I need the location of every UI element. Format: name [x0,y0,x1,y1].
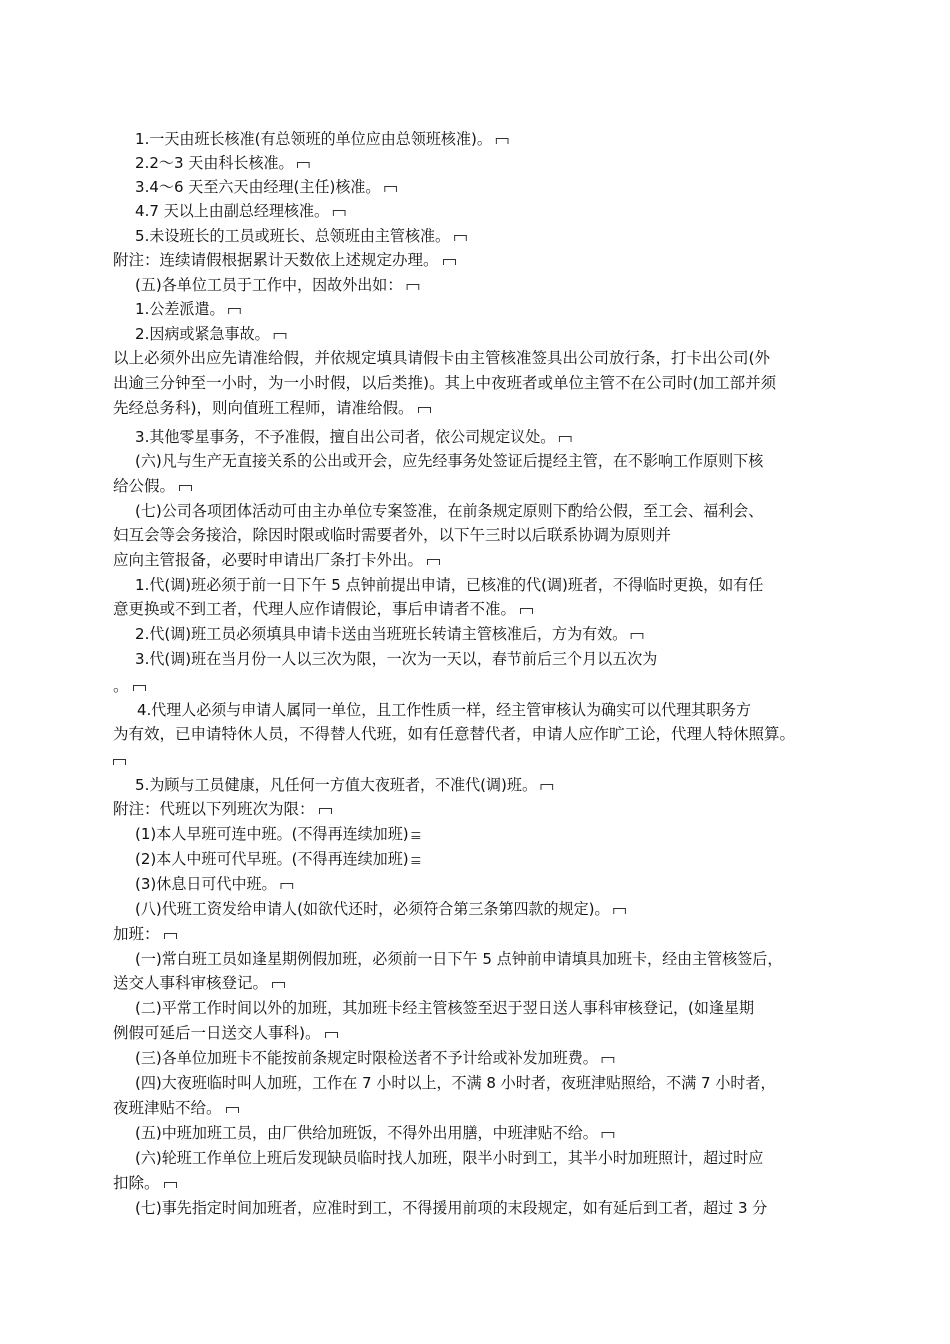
text-line: (六)轮班工作单位上班后发现缺员临时找人加班，限半小时到工，其半小时加班照计，超过时应 [135,1149,764,1167]
text-line: 5.为顾与工员健康，凡任何一方值大夜班者，不准代(调)班。 [135,773,848,797]
paragraph-mark-icon [443,256,456,266]
paragraph-mark-icon [164,930,177,940]
table-cell-mark-icon [412,855,421,865]
paragraph-mark-icon [164,1179,177,1189]
paragraph-mark-icon [520,605,533,615]
paragraph-mark-icon [228,305,241,315]
paragraph-mark-icon [272,979,285,989]
text-line: 3.其他零星事务，不予准假，擅自出公司者，依公司规定议处。 [135,425,848,449]
text-line: 附注：连续请假根据累计天数依上述规定办理。 [113,248,848,272]
text-line: (1)本人早班可连中班。(不得再连续加班) [135,822,848,846]
text-line: 1.代(调)班必须于前一日下午 5 点钟前提出申请，已核准的代(调)班者，不得临时更换，如有任 [135,576,764,594]
text-line: (七)公司各项团体活动可由主办单位专案签准，在前条规定原则下酌给公假，至工会、福利会、 [135,502,764,520]
paragraph-mark-icon [602,1129,615,1139]
text-line: 5.未设班长的工员或班长、总领班由主管核准。 [135,224,848,248]
text-line: 4.7 天以上由副总经理核准。 [135,199,848,223]
text-line: 给公假。 [113,474,848,498]
text-line: (七)事先指定时间加班者，应准时到工，不得援用前项的末段规定，如有延后到工者，超过 3 分 [135,1199,768,1217]
text-line: 意更换或不到工者，代理人应作请假论，事后申请者不准。 [113,597,848,621]
paragraph-mark-icon [325,1029,338,1039]
paragraph-mark-icon [226,1104,239,1114]
paragraph-mark-icon [133,682,146,692]
text-line: 3.4～6 天至六天由经理(主任)核准。 [135,175,848,199]
text-line: 4.代理人必须与申请人属同一单位，且工作性质一样，经主管审核认为确实可以代理其职务方 [137,701,752,719]
text-line: 送交人事科审核登记。 [113,971,848,995]
text-line: 应向主管报备，必要时申请出厂条打卡外出。 [113,548,848,572]
text-line: 2.2～3 天由科长核准。 [135,151,848,175]
paragraph-mark-icon [333,207,346,217]
text-line: 先经总务科)，则向值班工程师，请准给假。 [113,396,848,420]
text-line [113,748,848,772]
text-line: 出逾三分钟至一小时，为一小时假，以后类推)。其上中夜班者或单位主管不在公司时(加工部并须 [113,374,777,392]
text-line: (四)大夜班临时叫人加班，工作在 7 小时以上，不满 8 小时者，夜班津贴照给，不满 7 小时者， [135,1074,776,1092]
paragraph-mark-icon [602,1054,615,1064]
paragraph-mark-icon [297,159,310,169]
text-line: (二)平常工作时间以外的加班，其加班卡经主管核签至迟于翌日送人事科审核登记，(如逢星期 [135,999,755,1017]
text-line: 妇互会等会务接洽，除因时限或临时需要者外，以下午三时以后联系协调为原则并 [113,526,672,544]
text-line: 。 [113,674,848,698]
text-line: (六)凡与生产无直接关系的公出或开会，应先经事务处签证后提经主管，在不影响工作原则下核 [135,452,764,470]
paragraph-mark-icon [541,781,554,791]
text-line: 扣除。 [113,1171,848,1195]
text-line: 为有效，已申请特休人员，不得替人代班，如有任意替代者，申请人应作旷工论，代理人特休照算。 [113,725,796,743]
paragraph-mark-icon [280,880,293,890]
text-line: 1.一天由班长核准(有总领班的单位应由总领班核准)。 [135,127,848,151]
text-line: (3)休息日可代中班。 [135,872,848,896]
paragraph-mark-icon [274,330,287,340]
table-cell-mark-icon [412,830,421,840]
paragraph-mark-icon [613,905,626,915]
text-line: (八)代班工资发给申请人(如欲代还时，必须符合第三条第四款的规定)。 [135,897,848,921]
text-line: (2)本人中班可代早班。(不得再连续加班) [135,847,848,871]
text-line: (五)各单位工员于工作中，因故外出如： [135,273,848,297]
text-line: 附注：代班以下列班次为限： [113,797,848,821]
text-line: 3.代(调)班在当月份一人以三次为限，一次为一天以，春节前后三个月以五次为 [135,650,658,668]
paragraph-mark-icon [113,756,126,766]
text-line: (一)常白班工员如逢星期例假加班，必须前一日下午 5 点钟前申请填具加班卡，经由主管核签后， [135,950,783,968]
text-line: (三)各单位加班卡不能按前条规定时限检送者不予计给或补发加班费。 [135,1046,848,1070]
text-line: 夜班津贴不给。 [113,1096,848,1120]
paragraph-mark-icon [179,482,192,492]
paragraph-mark-icon [454,232,467,242]
text-line: 2.因病或紧急事故。 [135,322,848,346]
paragraph-mark-icon [559,433,572,443]
text-line: 以上必须外出应先请准给假，并依规定填具请假卡由主管核准签具出公司放行条，打卡出公司(外 [113,349,771,367]
text-line: 1.公差派遣。 [135,297,848,321]
text-line: 加班： [113,922,848,946]
paragraph-mark-icon [496,135,509,145]
paragraph-mark-icon [427,556,440,566]
text-line: 2.代(调)班工员必须填具申请卡送由当班班长转请主管核准后，方为有效。 [135,622,848,646]
paragraph-mark-icon [384,183,397,193]
text-line: (五)中班加班工员，由厂供给加班饭，不得外出用膳，中班津贴不给。 [135,1121,848,1145]
paragraph-mark-icon [418,404,431,414]
text-line: 例假可延后一日送交人事科)。 [113,1021,848,1045]
paragraph-mark-icon [319,805,332,815]
paragraph-mark-icon [406,281,419,291]
paragraph-mark-icon [631,630,644,640]
